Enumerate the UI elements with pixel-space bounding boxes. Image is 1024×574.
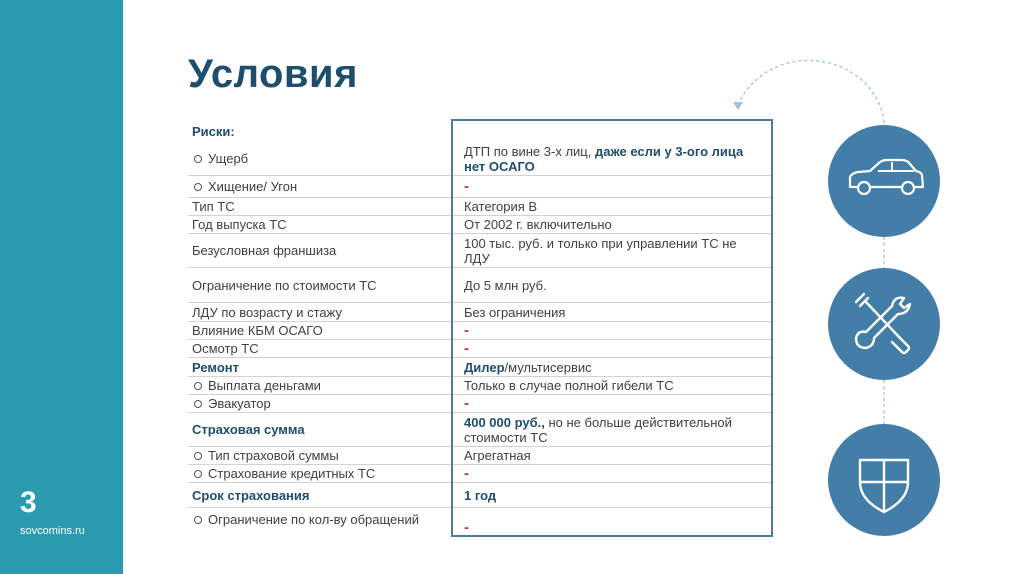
- car-circle: [828, 125, 940, 237]
- row-label: Тип ТС: [192, 199, 235, 214]
- row-value-highlight: Дилер: [464, 359, 505, 375]
- row-label: Ограничение по стоимости ТС: [192, 277, 377, 293]
- row-label: Тип страховой суммы: [208, 448, 339, 463]
- row-value-part: ДТП по вине 3-х лиц,: [464, 143, 595, 159]
- row-value: Категория В: [464, 199, 538, 214]
- row-value: -: [464, 322, 469, 339]
- row-label: Осмотр ТС: [192, 341, 259, 356]
- row-value: -: [464, 340, 469, 357]
- row-value: Агрегатная: [464, 448, 531, 463]
- row-label: Ремонт: [192, 359, 240, 375]
- row-label: Страхование кредитных ТС: [208, 466, 376, 481]
- tools-circle: [828, 268, 940, 380]
- row-label: Год выпуска ТС: [192, 217, 287, 232]
- row-value: Только в случае полной гибели ТС: [464, 378, 674, 393]
- row-value: 100 тыс. руб. и только при управлении ТС не ЛДУ: [464, 235, 737, 266]
- row-value: -: [464, 178, 469, 195]
- page-number: 3: [20, 486, 37, 519]
- row-label: Влияние КБМ ОСАГО: [192, 323, 323, 338]
- row-value: -: [464, 518, 469, 536]
- car-icon: [828, 125, 940, 237]
- site-link[interactable]: sovcomins.ru: [20, 525, 85, 537]
- row-value-part: но не больше действительной стоимости ТС: [464, 414, 732, 445]
- row-label: Ограничение по кол-ву обращений: [208, 512, 419, 527]
- row-label: Безусловная франшиза: [192, 243, 337, 258]
- row-value-part: /мультисервис: [504, 359, 592, 375]
- row-value-highlight: даже если у 3-ого лица нет ОСАГО: [464, 143, 744, 174]
- row-label: Страховая сумма: [192, 422, 305, 437]
- page-title: Условия: [188, 52, 358, 96]
- row-label: ЛДУ по возрасту и стажу: [192, 304, 342, 320]
- row-value: -: [464, 395, 469, 412]
- row-label: Хищение/ Угон: [208, 179, 298, 194]
- row-label: Эвакуатор: [208, 396, 271, 411]
- row-value: 1 год: [464, 487, 497, 503]
- shield-circle: [828, 424, 940, 536]
- row-value-highlight: 400 000 руб.,: [464, 414, 545, 430]
- row-value: До 5 млн руб.: [464, 277, 547, 293]
- tools-icon: [828, 268, 940, 380]
- row-value: От 2002 г. включительно: [464, 217, 612, 232]
- row-label: Риски:: [192, 123, 235, 139]
- row-value: Без ограничения: [464, 304, 566, 320]
- row-label: Срок страхования: [192, 487, 310, 503]
- shield-icon: [828, 424, 940, 536]
- row-label: Ущерб: [208, 151, 249, 166]
- row-label: Выплата деньгами: [208, 378, 321, 393]
- row-value: -: [464, 465, 469, 482]
